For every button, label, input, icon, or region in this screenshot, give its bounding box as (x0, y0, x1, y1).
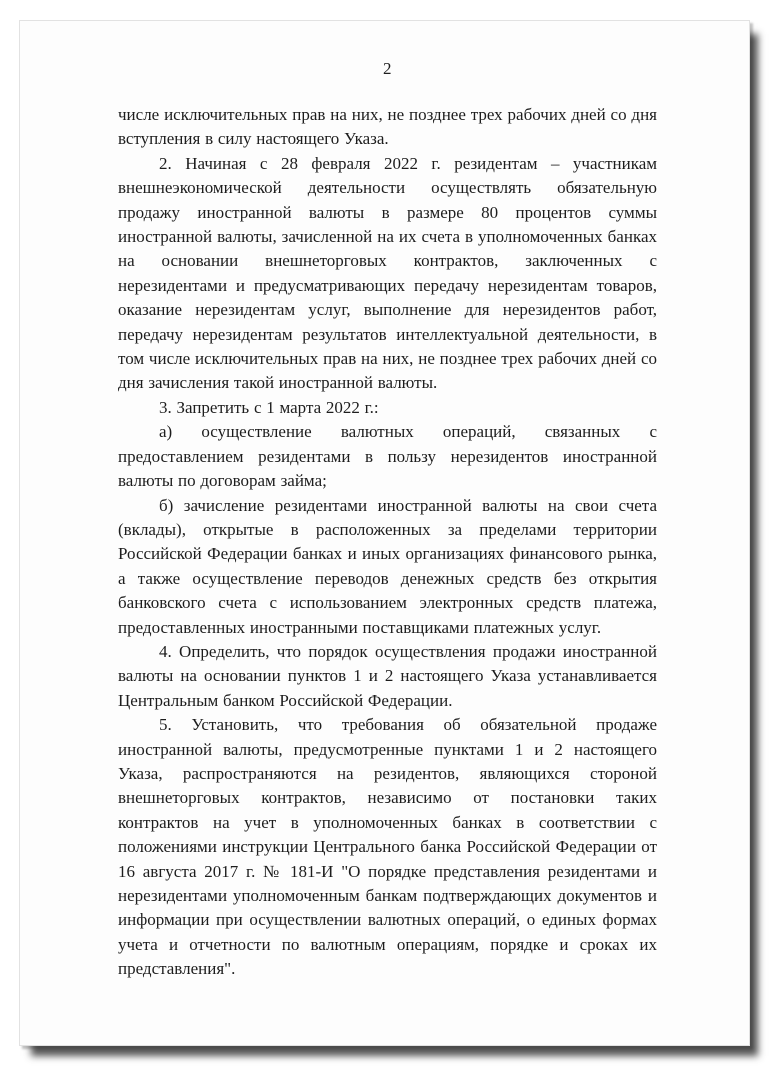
paragraph-item-3a: а) осуществление валютных операций, связанных с предоставлением резидентами в пользу нерезидентов иностранной валюты по договорам займа; (118, 422, 657, 491)
paragraph-item-4: 4. Определить, что порядок осуществления продажи иностранной валюты на основании пунктов 1 и 2 настоящего Указа устанавливается Центральным банком Российской Федерации. (118, 641, 657, 710)
paragraph-continuation: числе исключительных прав на них, не позднее трех рабочих дней со дня вступления в силу настоящего Указа. (118, 105, 657, 149)
document-page (19, 20, 750, 1046)
paragraph-item-3b: б) зачисление резидентами иностранной валюты на свои счета (вклады), открытые в расположенных за пределами территории Российской Федерации банках и иных организациях финансового рынка, а также осуществление переводов денежных средств без открытия банковского счета с использованием электронных средств платежа, предоставленных иностранными поставщиками платежных услуг. (118, 495, 657, 637)
paragraph-item-5: 5. Установить, что требования об обязательной продаже иностранной валюты, предусмотренные пунктами 1 и 2 настоящего Указа, распространяются на резидентов, являющихся стороной внешнеторговых контрактов, независимо от постановки таких контрактов на учет в уполномоченных банках в соответствии с положениями инструкции Центрального банка Российской Федерации от 16 августа 2017 г. № 181-И "О порядке представления резидентами и нерезидентами уполномоченным банкам подтверждающих документов и информации при осуществлении валютных операций, о единых формах учета и отчетности по валютным операциям, порядке и сроках их представления". (118, 715, 657, 979)
page-number: 2 (383, 59, 392, 78)
document-body (118, 103, 657, 982)
paragraph-item-3: 3. Запретить с 1 марта 2022 г.: (159, 397, 379, 417)
paragraph-item-2: 2. Начиная с 28 февраля 2022 г. резидентам – участникам внешнеэкономической деятельности осуществлять обязательную продажу иностранной валюты в размере 80 процентов суммы иностранной валюты, зачисленной на их счета в уполномоченных банках на основании внешнеторговых контрактов, заключенных с нерезидентами и предусматривающих передачу нерезидентам товаров, оказание нерезидентам услуг, выполнение для нерезидентов работ, передачу нерезидентам результатов интеллектуальной деятельности, в том числе исключительных прав на них, не позднее трех рабочих дней со дня зачисления такой иностранной валюты. (118, 153, 657, 393)
